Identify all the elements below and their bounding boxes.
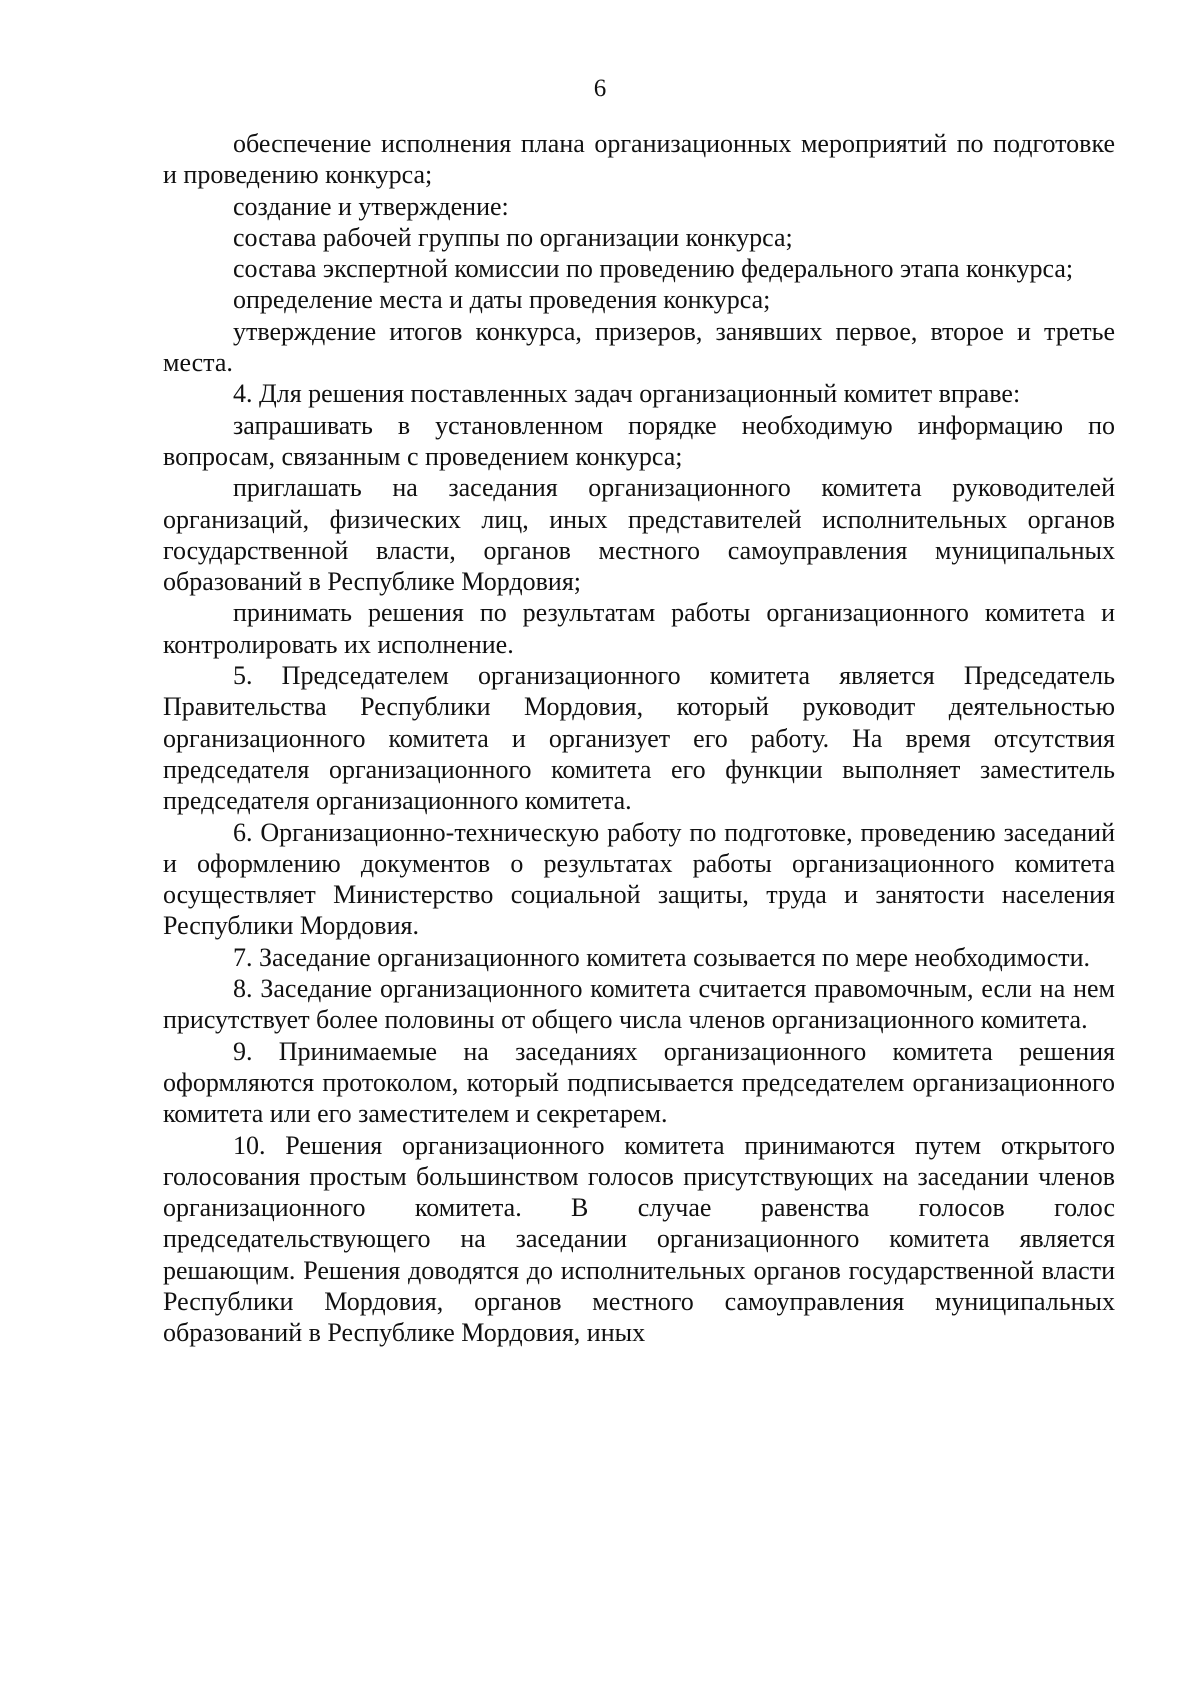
paragraph: 5. Председателем организационного комитета является Председатель Правительства Республики Мордовия, который руководит деятельностью организационного комитета и организует его работу. На время отсутствия председателя организационного комитета его функции выполняет заместитель председателя организационного комитета.	[163, 661, 1115, 816]
paragraph: обеспечение исполнения плана организационных мероприятий по подготовке и проведению конкурса;	[163, 129, 1115, 190]
paragraph: состава рабочей группы по организации конкурса;	[233, 222, 793, 252]
paragraph: приглашать на заседания организационного комитета руководителей организаций, физических лиц, иных представителей исполнительных органов государственной власти, органов местного самоуправления муниципальных образований в Республике Мордовия;	[163, 473, 1115, 597]
paragraph: 10. Решения организационного комитета принимаются путем открытого голосования простым большинством голосов присутствующих на заседании членов организационного комитета. В случае равенства голосов голос председательствующего на заседании организационного комитета является решающим. Решения доводятся до исполнительных органов государственной власти Республики Мордовия, органов местного самоуправления муниципальных образований в Республике Мордовия, иных	[163, 1130, 1115, 1348]
paragraph: 7. Заседание организационного комитета созывается по мере необходимости.	[233, 942, 1091, 972]
paragraph: 9. Принимаемые на заседаниях организационного комитета решения оформляются протоколом, который подписывается председателем организационного комитета или его заместителем и секретарем.	[163, 1036, 1115, 1129]
paragraph: состава экспертной комиссии по проведению федерального этапа конкурса;	[233, 254, 1074, 284]
paragraph: принимать решения по результатам работы организационного комитета и контролировать их исполнение.	[163, 598, 1115, 659]
paragraph: утверждение итогов конкурса, призеров, занявших первое, второе и третье места.	[163, 316, 1115, 378]
document-body	[163, 128, 1115, 1349]
paragraph: запрашивать в установленном порядке необходимую информацию по вопросам, связанным с проведением конкурса;	[163, 410, 1115, 471]
page-number: 6	[593, 75, 607, 102]
paragraph: 4. Для решения поставленных задач организационный комитет вправе:	[233, 379, 1021, 409]
paragraph: создание и утверждение:	[233, 191, 509, 221]
paragraph: 8. Заседание организационного комитета считается правомочным, если на нем присутствует более половины от общего числа членов организационного комитета.	[163, 974, 1115, 1035]
paragraph: 6. Организационно-техническую работу по подготовке, проведению заседаний и оформлению документов о результатах работы организационного комитета осуществляет Министерство социальной защиты, труда и занятости населения Республики Мордовия.	[163, 817, 1115, 941]
paragraph: определение места и даты проведения конкурса;	[233, 285, 771, 315]
